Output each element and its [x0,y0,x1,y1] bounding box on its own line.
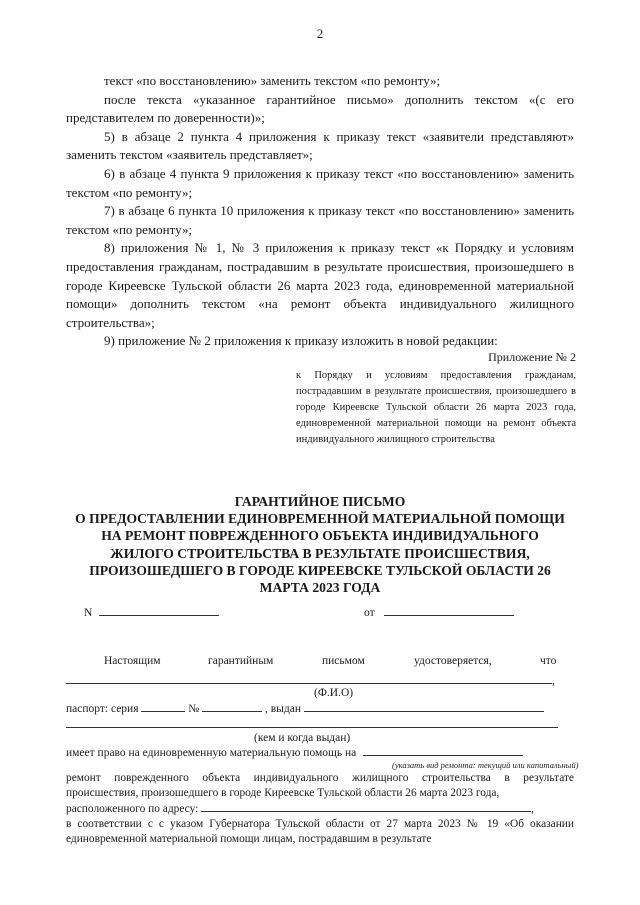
letter-title-line: ГАРАНТИЙНОЕ ПИСЬМО [234,494,406,509]
body-paragraph: 6) в абзаце 4 пункта 9 приложения к приказу текст «по восстановлению» заменить текстом «по ремонту»; [66,165,574,200]
letter-title-line: ПРОИЗОШЕДШЕГО В ГОРОДЕ КИРЕЕВСКЕ ТУЛЬСКОЙ ОБЛАСТИ 26 [89,562,551,578]
fio-label: (Ф.И.О) [314,687,354,699]
right-text: имеет право на единовременную материальную помощь на [66,747,357,759]
date-field-row [364,604,514,619]
passport-number-label: № [188,703,200,715]
repair-text: ремонт поврежденного объекта индивидуального жилищного строительства в результате происшествия, произошедшего в городе Киреевске Тульской области 26 марта 2023 года, [66,772,574,799]
lower-text [66,771,574,847]
body-paragraph: 9) приложение № 2 приложения к приказу изложить в новой редакции: [104,333,498,349]
body-paragraph: 8) приложения № 1, № 3 приложения к приказу текст «к Порядку и условиям предоставления гражданам, пострадавшим в результате происшествия, произошедшего в городе Киреевске Тульской области 26 марта 2023 года, единовременной материальной помощи» дополнить текстом «на ремонт объекта индивидуального жилищного строительства»; [66,240,574,330]
address-row [66,800,574,817]
address-blank[interactable] [201,800,531,812]
letter-title-line: О ПРЕДОСТАВЛЕНИИ ЕДИНОВРЕМЕННОЙ МАТЕРИАЛЬНОЙ ПОМОЩИ [75,511,565,527]
right-row [66,744,523,759]
page-number: 2 [316,26,324,41]
repair-note: (указать вид ремонта: текущий или капитальный) [392,760,579,770]
number-field-row [84,604,219,619]
decree-text: в соответствии с с указом Губернатора Тульской области от 27 марта 2023 № 19 «Об оказании единовременной материальной помощи лицам, пострадавшим в результате [66,818,574,845]
name-row [66,672,555,687]
passport-series-blank[interactable] [141,700,185,712]
issued-by-label: (кем и когда выдан) [254,732,351,744]
number-blank[interactable] [99,604,219,616]
appendix-subtitle: к Порядку и условиям предоставления гражданам, пострадавшим в результате происшествия, произошедшего в городе Киреевске Тульской области 26 марта 2023 года, единовременной материальной помощи на ремонт объекта индивидуального жилищного строительства [296,370,576,445]
comma: , [531,803,534,816]
issued-by-row [66,716,558,731]
letter-title [50,493,590,596]
issued-by-blank[interactable] [66,716,558,728]
repair-type-blank[interactable] [363,744,523,756]
intro-word: Настоящим [104,655,161,667]
passport-series-label: паспорт: серия [66,703,139,715]
passport-number-blank[interactable] [202,700,262,712]
intro-word: удостоверяется, [414,655,492,667]
body-paragraph: после текста «указанное гарантийное письмо» дополнить текстом «(с его представителем по доверенности)»; [66,91,574,126]
appendix-title: Приложение № 2 [488,350,576,364]
issued-blank[interactable] [304,700,544,712]
intro-word: гарантийным [208,655,274,667]
intro-word: что [540,655,557,667]
body-paragraph: текст «по восстановлению» заменить текстом «по ремонту»; [104,73,441,88]
intro-word: письмом [322,655,365,667]
body-paragraph: 7) в абзаце 6 пункта 10 приложения к приказу текст «по восстановлению» заменить текстом «по ремонту»; [66,203,574,237]
letter-title-line: МАРТА 2023 ГОДА [259,580,381,596]
letter-title-line: НА РЕМОНТ ПОВРЕЖДЕННОГО ОБЪЕКТА ИНДИВИДУАЛЬНОГО [101,528,539,544]
comma: , [552,675,555,687]
number-label: N [84,607,93,619]
body-paragraph: 5) в абзаце 2 пункта 4 приложения к приказу текст «заявители представляют» заменить текстом «заявитель представляет»; [66,128,574,163]
passport-row [66,700,544,715]
date-blank[interactable] [384,604,514,616]
name-blank[interactable] [66,672,552,684]
body-text [66,72,574,351]
letter-title-line: ЖИЛОГО СТРОИТЕЛЬСТВА В РЕЗУЛЬТАТЕ ПРОИСШЕСТВИЯ, [110,545,530,561]
issued-label: , выдан [265,703,302,715]
address-label: расположенного по адресу: [66,803,199,816]
from-label: от [364,607,375,619]
